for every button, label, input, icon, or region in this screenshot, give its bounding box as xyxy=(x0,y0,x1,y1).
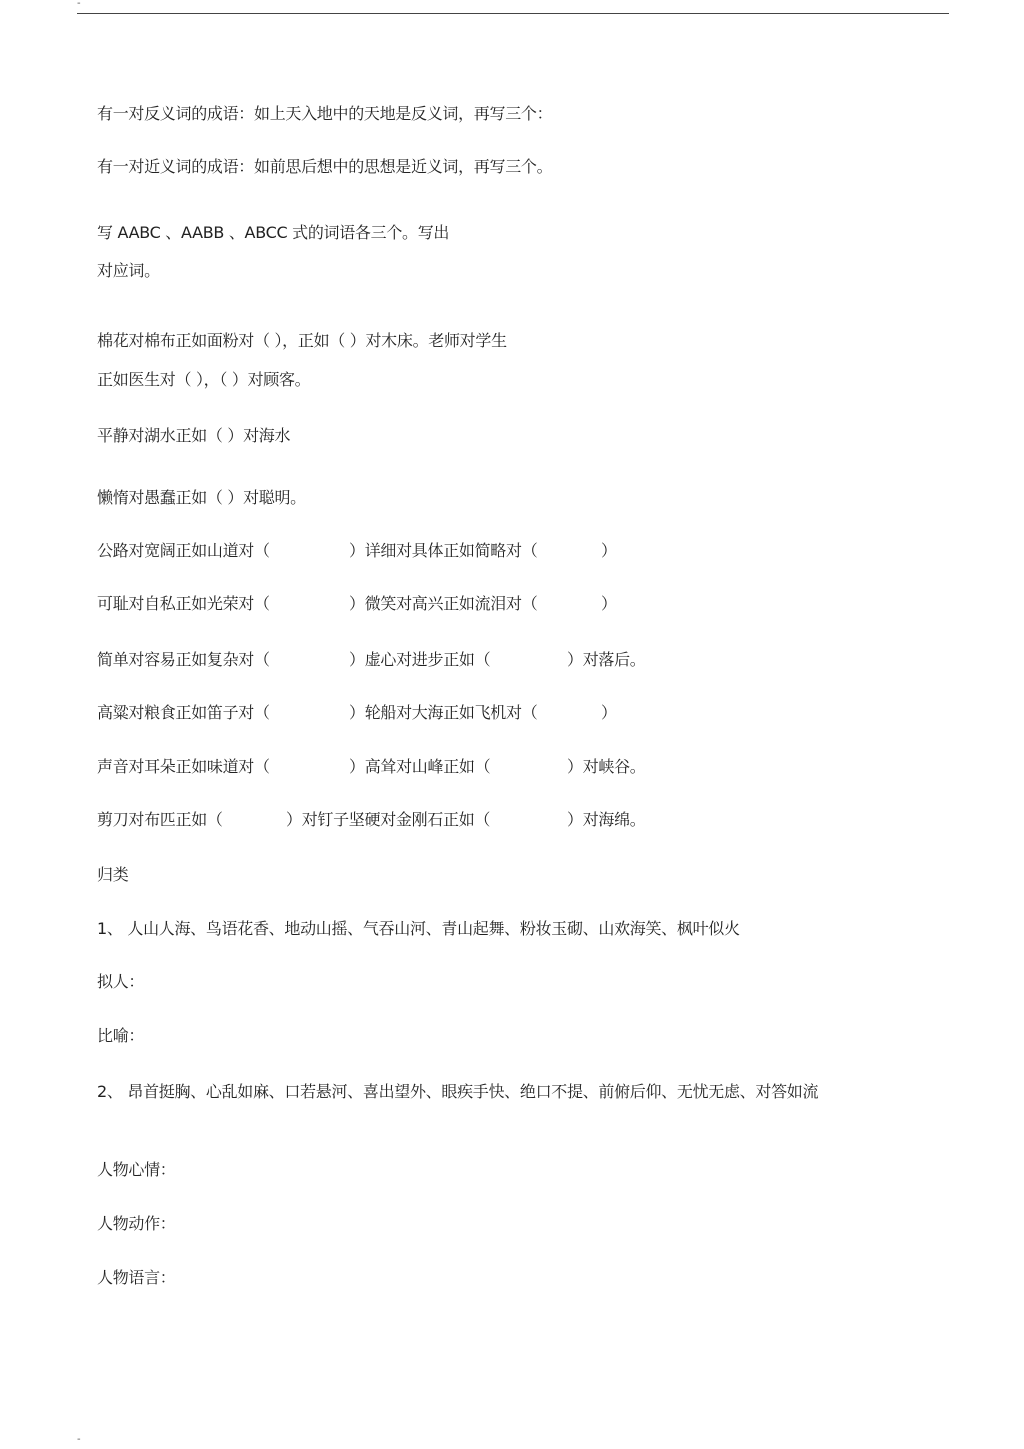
character-speech-label: 人物语言： xyxy=(97,1268,176,1287)
analogy-row-8-part-b: ）轮船对大海正如飞机对（ xyxy=(349,703,538,722)
analogy-row-8-part-a: 高粱对粮食正如笛子对（ xyxy=(97,703,270,722)
analogy-row-5-part-a: 公路对宽阔正如山道对（ xyxy=(97,541,270,560)
analogy-row-8 xyxy=(97,702,697,724)
metaphor-label: 比喻： xyxy=(97,1026,145,1045)
word-pattern-prompt: 写 AABC 、AABB 、ABCC 式的词语各三个。写出 xyxy=(97,223,450,242)
analogy-row-9-part-b: ）高耸对山峰正如（ xyxy=(349,757,491,776)
personification-label: 拟人： xyxy=(97,972,145,991)
analogy-line-1: 棉花对棉布正如面粉对（ ），正如（ ）对木床。老师对学生 xyxy=(97,331,507,350)
analogy-row-7-part-b: ）虚心对进步正如（ xyxy=(349,650,491,669)
analogy-row-6-part-b: ）微笑对高兴正如流泪对（ xyxy=(349,594,538,613)
analogy-row-9-part-a: 声音对耳朵正如味道对（ xyxy=(97,757,270,776)
analogy-row-5-part-c: ） xyxy=(601,541,617,560)
analogy-row-5-part-b: ）详细对具体正如简略对（ xyxy=(349,541,538,560)
analogy-row-9-part-c: ）对峡谷。 xyxy=(567,757,646,776)
analogy-row-10 xyxy=(97,809,697,831)
character-mood-label: 人物心情： xyxy=(97,1160,176,1179)
analogy-line-3: 平静对湖水正如（ ）对海水 xyxy=(97,426,291,445)
analogy-row-6 xyxy=(97,593,697,615)
analogy-row-8-part-c: ） xyxy=(601,703,617,722)
antonym-idiom-prompt: 有一对反义词的成语：如上天入地中的天地是反义词，再写三个： xyxy=(97,104,553,123)
footer-mark: - xyxy=(77,1434,81,1445)
analogy-row-10-part-a: 剪刀对布匹正如（ xyxy=(97,810,223,829)
classify-group-1-words: 1、 人山人海、鸟语花香、地动山摇、气吞山河、青山起舞、粉妆玉砌、山欢海笑、枫叶似火 xyxy=(97,919,740,938)
analogy-row-6-part-a: 可耻对自私正如光荣对（ xyxy=(97,594,270,613)
analogy-line-2: 正如医生对（ ），（ ）对顾客。 xyxy=(97,370,311,389)
synonym-idiom-prompt: 有一对近义词的成语：如前思后想中的思想是近义词，再写三个。 xyxy=(97,157,553,176)
analogy-row-7-part-c: ）对落后。 xyxy=(567,650,646,669)
header-mark: - xyxy=(77,0,81,9)
analogy-row-9 xyxy=(97,756,697,778)
analogy-row-7 xyxy=(97,649,697,671)
analogy-row-10-part-b: ）对钉子坚硬对金刚石正如（ xyxy=(286,810,491,829)
correspondence-heading: 对应词。 xyxy=(97,261,160,280)
analogy-row-6-part-c: ） xyxy=(601,594,617,613)
analogy-row-7-part-a: 简单对容易正如复杂对（ xyxy=(97,650,270,669)
character-action-label: 人物动作： xyxy=(97,1214,176,1233)
header-rule xyxy=(77,13,949,14)
analogy-row-5 xyxy=(97,540,697,562)
classify-heading: 归类 xyxy=(97,865,129,884)
classify-group-2-words: 2、 昂首挺胸、心乱如麻、口若悬河、喜出望外、眼疾手快、绝口不提、前俯后仰、无忧无虑、对答如流 xyxy=(97,1082,819,1101)
analogy-line-4: 懒惰对愚蠢正如（ ）对聪明。 xyxy=(97,488,306,507)
analogy-row-10-part-c: ）对海绵。 xyxy=(567,810,646,829)
